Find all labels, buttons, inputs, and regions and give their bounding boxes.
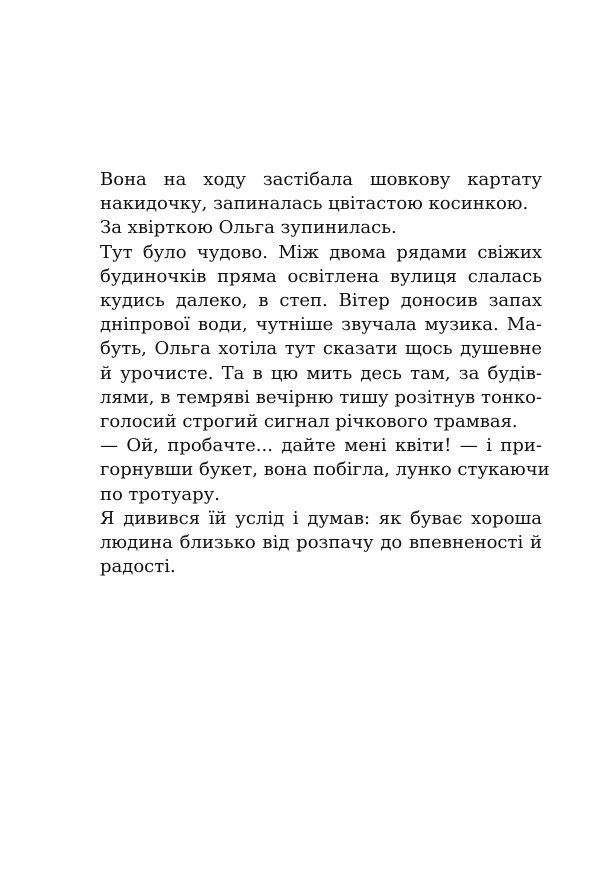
text-line: За хвірткою Ольга зупинилась. [100,217,397,239]
paragraph-4 [100,434,550,507]
text-line: накидочку, запиналась цвітастою косинкою. [100,193,529,215]
paragraph-5 [100,507,542,580]
text-line: дніпрової води, чутніше звучала музика. Ма- [100,314,542,336]
paragraph-3 [100,241,542,435]
paragraph-2 [100,216,542,240]
text-line: радості. [100,556,176,578]
body-text [100,168,550,579]
text-line: голосий строгий сигнал річкового трамвая. [100,411,518,433]
text-line: — Ой, пробачте... дайте мені квіти! — і при- [100,435,542,457]
text-line: горнувши букет, вона побігла, лунко стукаючи [100,459,550,481]
text-line: кудись далеко, в степ. Вітер доносив запах [100,290,542,312]
text-line: будиночків пряма освітлена вулиця слалась [100,265,542,287]
text-line: Я дивився їй услід і думав: як буває хороша [100,507,542,529]
text-line: й урочисте. Та в цю мить десь там, за будів- [100,362,542,384]
text-line: буть, Ольга хотіла тут сказати щось душевне [100,338,542,360]
text-line: людина близько від розпачу до впевненості й [100,532,542,554]
text-line: Вона на ходу застібала шовкову картату [100,169,542,190]
text-line: Тут було чудово. Між двома рядами свіжих [100,241,542,263]
text-line: лями, в темряві вечірню тишу розітнув тонко- [100,386,542,408]
paragraph-1 [100,168,542,216]
text-line: по тротуару. [100,483,220,505]
